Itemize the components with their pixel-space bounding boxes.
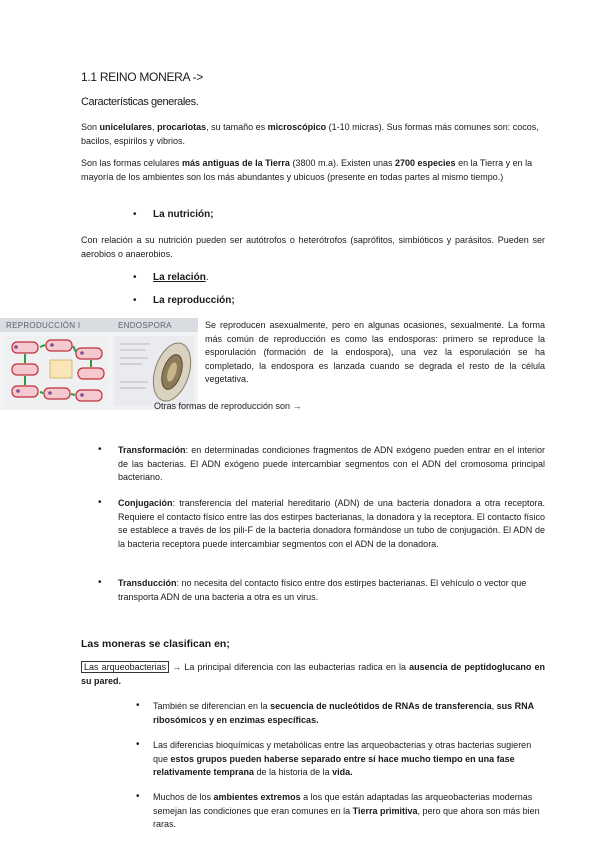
list-item-extreme-environments: Muchos de los ambientes extremos a los que están adaptadas las arqueobacterias modernas semejan las condiciones que eran comunes en la Tierra primitiva, pero que ahora son más bien raras. xyxy=(153,792,540,830)
bullet: • xyxy=(98,577,102,588)
bullet: • xyxy=(133,272,137,283)
binary-fission-diagram xyxy=(0,332,198,410)
classification-heading: Las moneras se clasifican en; xyxy=(81,638,230,650)
relation-heading: La relación. xyxy=(153,272,209,283)
relation-link[interactable]: La relación xyxy=(153,272,206,283)
list-item-rna: También se diferencian en la secuencia de nucleótidos de RNAs de transferencia, sus RNA ribosómicos y en enzimas específicas. xyxy=(153,701,534,725)
paragraph-general-1: Son unicelulares, procariotas, su tamaño es microscópico (1-10 micras). Sus formas más comunes son: cocos, bacilos, espirilos y vibrios. xyxy=(81,122,539,146)
page-title: 1.1 REINO MONERA -> xyxy=(81,70,203,84)
paragraph-archaea: Las arqueobacterias → La principal diferencia con las eubacterias radica en la ausencia de peptidoglucano en su pared. xyxy=(81,662,545,686)
bullet: • xyxy=(98,444,102,455)
reproduction-figure xyxy=(0,318,198,410)
paragraph-reproduction: Se reproducen asexualmente, pero en algunas ocasiones, sexualmente. La forma más común de reproducción es como las endosporas: primero se reproduce la esporulación (formación de la endospora), una vez la esporulación se ha completado, la endospora es lanzada cuando se degrada el resto de la célula vegetativa. xyxy=(205,320,545,385)
reproduction-heading: La reproducción; xyxy=(153,295,235,306)
bullet: • xyxy=(133,295,137,306)
figure-caption-left: REPRODUCCIÓN I xyxy=(6,321,81,330)
bullet: • xyxy=(98,497,102,508)
paragraph-nutrition: Con relación a su nutrición pueden ser autótrofos o heterótrofos (saprófitos, simbióticos y parásitos. Pueden ser aerobios o anaerobios. xyxy=(81,235,545,259)
figure-caption-right: ENDOSPORA xyxy=(118,321,172,330)
section-subtitle: Características generales. xyxy=(81,96,199,108)
list-item-biochemical: Las diferencias bioquímicas y metabólicas entre las arqueobacterias y otras bacterias sugieren que estos grupos pueden haberse separado entre sí hace mucho tiempo en una fase relativamente temprana de la historia de la vida. xyxy=(153,740,532,778)
nutrition-heading: La nutrición; xyxy=(153,209,214,220)
archaea-label: Las arqueobacterias xyxy=(81,661,169,673)
paragraph-general-2: Son las formas celulares más antiguas de la Tierra (3800 m.a). Existen unas 2700 especies en la Tierra y en la mayoría de los ambientes son los más abundantes y ubicuos (presente en todas partes al mismo tiempo.) xyxy=(81,158,533,182)
bullet: • xyxy=(136,739,140,750)
list-item-conjugacion: Conjugación: transferencia del material hereditario (ADN) de una bacteria donadora a otra receptora. Requiere el contacto físico entre las dos estirpes bacterianas, la donadora y la receptora. El contacto físico se establece a través de los pili-F de la bacteria donadora formándose un tubo de conjugación. El ADN de la bacteria receptora puede intercambiar segmentos con el ADN de la donadora. xyxy=(118,498,545,549)
other-reproduction-forms: Otras formas de reproducción son → xyxy=(154,401,302,411)
bullet: • xyxy=(136,700,140,711)
list-item-transduccion: Transducción: no necesita del contacto físico entre dos estirpes bacterianas. El vehículo o vector que transporta ADN de una bacteria a otra es un virus. xyxy=(118,578,527,602)
list-item-transformacion: Transformación: en determinadas condiciones fragmentos de ADN exógeno pueden entrar en el interior de las bacterias. El ADN exógeno puede intercambiar segmentos con el ADN del cromosoma principal bacteriano. xyxy=(118,445,545,483)
bullet: • xyxy=(133,209,137,220)
bullet: • xyxy=(136,791,140,802)
